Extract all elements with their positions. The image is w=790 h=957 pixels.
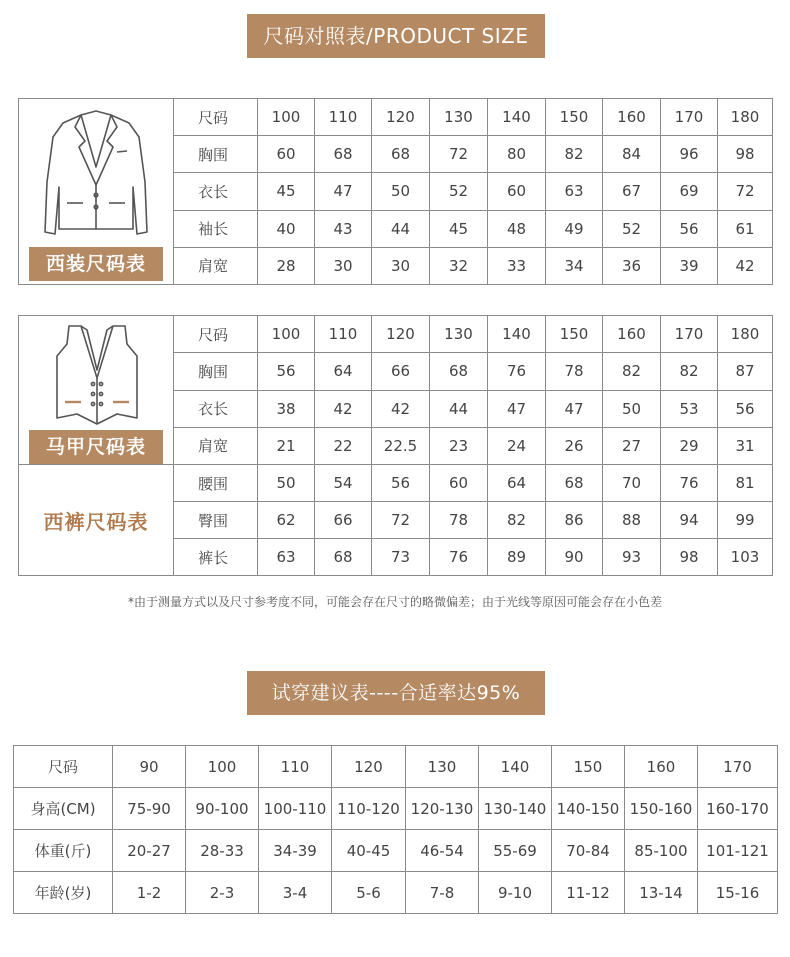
table-cell: 76 [430, 539, 488, 576]
table-cell: 30 [315, 247, 372, 284]
table-cell: 46-54 [406, 830, 479, 872]
table-cell: 67 [603, 173, 661, 210]
table-cell: 1-2 [113, 872, 186, 914]
table-cell: 72 [430, 136, 488, 173]
table-cell: 28-33 [186, 830, 259, 872]
table-cell: 56 [718, 390, 773, 427]
table-cell: 82 [661, 353, 718, 390]
row-label: 尺码 [174, 99, 258, 136]
table-cell: 45 [258, 173, 315, 210]
table-cell: 39 [661, 247, 718, 284]
suit-caption: 西装尺码表 [29, 247, 163, 281]
table-cell: 63 [258, 539, 315, 576]
table-cell: 64 [488, 465, 546, 502]
table-cell: 180 [718, 316, 773, 353]
table-cell: 28 [258, 247, 315, 284]
row-label: 身高(CM) [14, 788, 113, 830]
table-cell: 130 [406, 746, 479, 788]
table-cell: 49 [546, 210, 603, 247]
table-cell: 32 [430, 247, 488, 284]
table-row [19, 316, 773, 353]
table-cell: 89 [488, 539, 546, 576]
row-label: 尺码 [174, 316, 258, 353]
table-cell: 42 [718, 247, 773, 284]
table-row [14, 788, 778, 830]
table-cell: 42 [315, 390, 372, 427]
size-chart-title: 尺码对照表/PRODUCT SIZE [247, 14, 545, 58]
table-cell: 73 [372, 539, 430, 576]
table-cell: 60 [488, 173, 546, 210]
table-cell: 120 [372, 99, 430, 136]
table-cell: 120 [372, 316, 430, 353]
table-cell: 22.5 [372, 427, 430, 464]
table-cell: 120-130 [406, 788, 479, 830]
table-cell: 2-3 [186, 872, 259, 914]
table-cell: 69 [661, 173, 718, 210]
table-cell: 100 [258, 316, 315, 353]
table-cell: 85-100 [625, 830, 698, 872]
table-cell: 93 [603, 539, 661, 576]
table-cell: 94 [661, 502, 718, 539]
measurement-note: *由于测量方式以及尺寸参考度不同，可能会存在尺寸的略微偏差；由于光线等原因可能会存在小色差 [127, 595, 662, 609]
table-cell: 98 [718, 136, 773, 173]
table-cell: 84 [603, 136, 661, 173]
table-cell: 13-14 [625, 872, 698, 914]
table-cell: 50 [258, 465, 315, 502]
row-label: 肩宽 [174, 247, 258, 284]
table-cell: 68 [546, 465, 603, 502]
table-cell: 140 [488, 99, 546, 136]
table-cell: 56 [661, 210, 718, 247]
table-cell: 33 [488, 247, 546, 284]
table-cell: 44 [372, 210, 430, 247]
table-cell: 20-27 [113, 830, 186, 872]
table-cell: 38 [258, 390, 315, 427]
table-cell: 45 [430, 210, 488, 247]
row-label: 袖长 [174, 210, 258, 247]
table-cell: 150-160 [625, 788, 698, 830]
table-cell: 82 [546, 136, 603, 173]
table-cell: 72 [718, 173, 773, 210]
table-cell: 101-121 [698, 830, 778, 872]
fit-suggestion-title: 试穿建议表----合适率达95% [247, 671, 545, 715]
table-cell: 36 [603, 247, 661, 284]
table-cell: 52 [430, 173, 488, 210]
table-cell: 100 [258, 99, 315, 136]
table-row [14, 872, 778, 914]
table-cell: 81 [718, 465, 773, 502]
table-cell: 96 [661, 136, 718, 173]
table-cell: 66 [372, 353, 430, 390]
table-cell: 50 [372, 173, 430, 210]
table-cell: 56 [258, 353, 315, 390]
table-cell: 9-10 [479, 872, 552, 914]
pants-caption: 西裤尺码表 [43, 509, 149, 534]
table-cell: 15-16 [698, 872, 778, 914]
table-cell: 40 [258, 210, 315, 247]
table-cell: 27 [603, 427, 661, 464]
table-cell: 60 [258, 136, 315, 173]
table-cell: 140-150 [552, 788, 625, 830]
table-cell: 24 [488, 427, 546, 464]
table-cell: 90-100 [186, 788, 259, 830]
table-cell: 44 [430, 390, 488, 427]
row-label: 肩宽 [174, 427, 258, 464]
row-label: 胸围 [174, 353, 258, 390]
table-cell: 47 [546, 390, 603, 427]
table-cell: 160-170 [698, 788, 778, 830]
table-cell: 90 [113, 746, 186, 788]
table-cell: 82 [603, 353, 661, 390]
fit-suggestion-table [13, 745, 778, 914]
table-cell: 7-8 [406, 872, 479, 914]
table-cell: 87 [718, 353, 773, 390]
suit-image-cell [19, 99, 174, 285]
table-cell: 160 [603, 99, 661, 136]
table-cell: 50 [603, 390, 661, 427]
table-cell: 170 [661, 99, 718, 136]
table-cell: 40-45 [332, 830, 406, 872]
table-cell: 56 [372, 465, 430, 502]
table-cell: 53 [661, 390, 718, 427]
table-cell: 88 [603, 502, 661, 539]
table-cell: 170 [698, 746, 778, 788]
table-cell: 150 [552, 746, 625, 788]
table-cell: 34 [546, 247, 603, 284]
table-cell: 82 [488, 502, 546, 539]
table-cell: 90 [546, 539, 603, 576]
table-cell: 52 [603, 210, 661, 247]
table-cell: 110 [315, 316, 372, 353]
table-cell: 63 [546, 173, 603, 210]
table-cell: 55-69 [479, 830, 552, 872]
table-cell: 66 [315, 502, 372, 539]
table-cell: 80 [488, 136, 546, 173]
table-cell: 130 [430, 316, 488, 353]
row-label: 体重(斤) [14, 830, 113, 872]
table-cell: 110-120 [332, 788, 406, 830]
table-cell: 68 [315, 539, 372, 576]
row-label: 臀围 [174, 502, 258, 539]
row-label: 年龄(岁) [14, 872, 113, 914]
row-label: 胸围 [174, 136, 258, 173]
table-cell: 78 [430, 502, 488, 539]
table-row [14, 746, 778, 788]
table-cell: 21 [258, 427, 315, 464]
table-cell: 68 [372, 136, 430, 173]
table-cell: 120 [332, 746, 406, 788]
table-cell: 34-39 [259, 830, 332, 872]
pants-caption-cell [19, 465, 174, 576]
table-cell: 43 [315, 210, 372, 247]
table-cell: 61 [718, 210, 773, 247]
table-cell: 160 [625, 746, 698, 788]
table-cell: 29 [661, 427, 718, 464]
table-cell: 150 [546, 316, 603, 353]
vest-caption: 马甲尺码表 [29, 430, 163, 464]
vest-pants-size-table [18, 315, 773, 576]
suit-size-table [18, 98, 773, 285]
table-row [19, 465, 773, 502]
vest-image-cell [19, 316, 174, 465]
vest-icon [53, 322, 141, 426]
table-cell: 86 [546, 502, 603, 539]
table-cell: 22 [315, 427, 372, 464]
table-cell: 78 [546, 353, 603, 390]
table-cell: 75-90 [113, 788, 186, 830]
table-cell: 70-84 [552, 830, 625, 872]
table-cell: 31 [718, 427, 773, 464]
table-cell: 100 [186, 746, 259, 788]
table-cell: 68 [315, 136, 372, 173]
table-cell: 110 [259, 746, 332, 788]
table-cell: 100-110 [259, 788, 332, 830]
table-cell: 23 [430, 427, 488, 464]
table-cell: 150 [546, 99, 603, 136]
table-cell: 70 [603, 465, 661, 502]
table-row [19, 99, 773, 136]
table-cell: 110 [315, 99, 372, 136]
table-cell: 26 [546, 427, 603, 464]
table-cell: 5-6 [332, 872, 406, 914]
table-cell: 140 [479, 746, 552, 788]
table-cell: 103 [718, 539, 773, 576]
row-label: 尺码 [14, 746, 113, 788]
table-cell: 76 [661, 465, 718, 502]
table-cell: 64 [315, 353, 372, 390]
table-row [14, 830, 778, 872]
table-cell: 68 [430, 353, 488, 390]
table-cell: 11-12 [552, 872, 625, 914]
table-cell: 30 [372, 247, 430, 284]
row-label: 衣长 [174, 173, 258, 210]
suit-jacket-icon [41, 107, 151, 237]
table-cell: 3-4 [259, 872, 332, 914]
table-cell: 130-140 [479, 788, 552, 830]
table-cell: 160 [603, 316, 661, 353]
table-cell: 47 [488, 390, 546, 427]
row-label: 衣长 [174, 390, 258, 427]
row-label: 裤长 [174, 539, 258, 576]
table-cell: 42 [372, 390, 430, 427]
table-cell: 76 [488, 353, 546, 390]
table-cell: 62 [258, 502, 315, 539]
table-cell: 130 [430, 99, 488, 136]
table-cell: 99 [718, 502, 773, 539]
table-cell: 180 [718, 99, 773, 136]
table-cell: 60 [430, 465, 488, 502]
table-cell: 170 [661, 316, 718, 353]
table-cell: 48 [488, 210, 546, 247]
table-cell: 98 [661, 539, 718, 576]
row-label: 腰围 [174, 465, 258, 502]
table-cell: 47 [315, 173, 372, 210]
table-cell: 140 [488, 316, 546, 353]
table-cell: 54 [315, 465, 372, 502]
table-cell: 72 [372, 502, 430, 539]
